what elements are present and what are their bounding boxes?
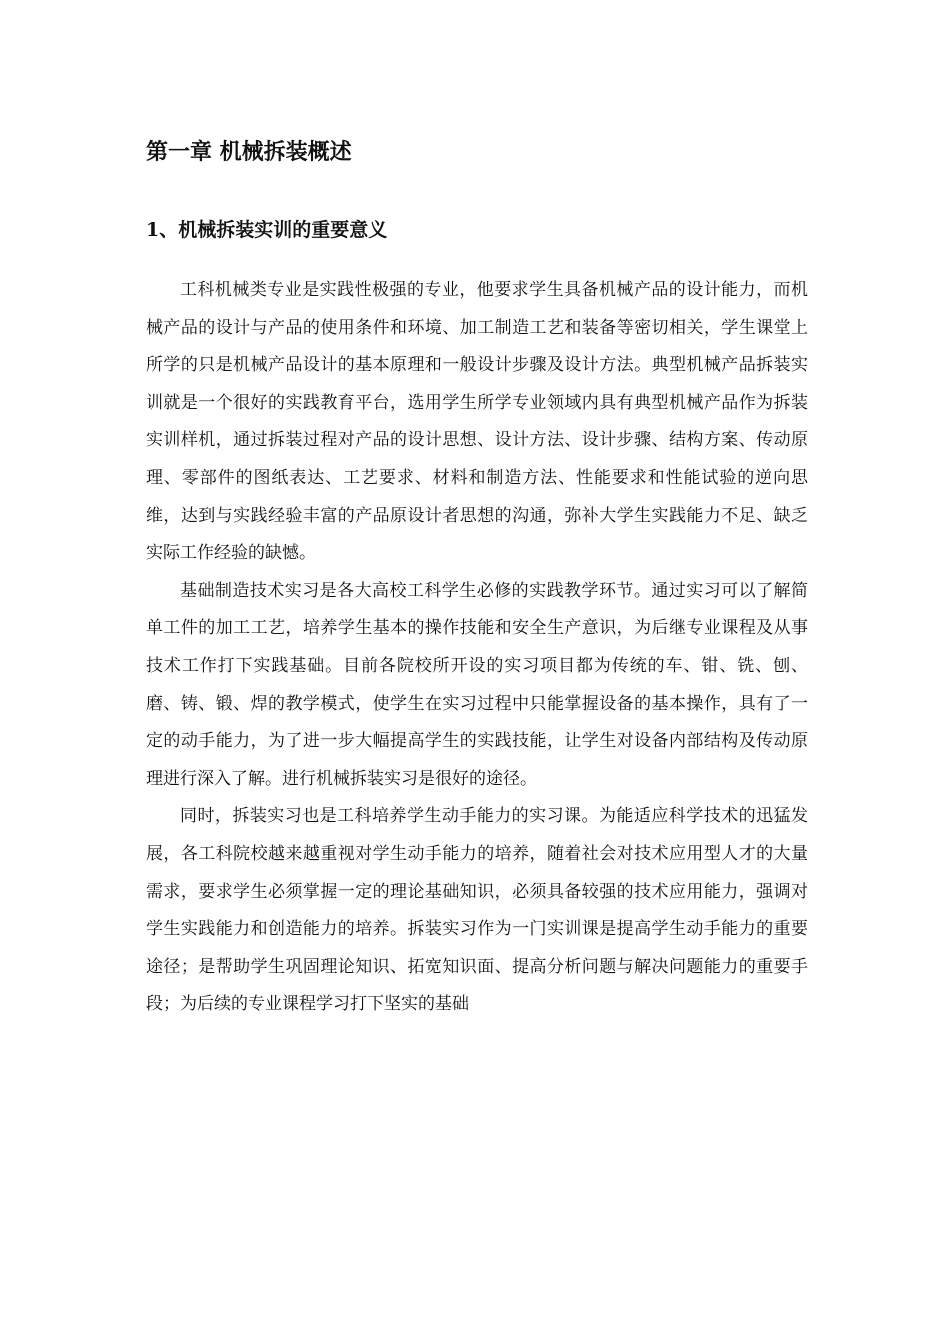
paragraph: 工科机械类专业是实践性极强的专业，他要求学生具备机械产品的设计能力，而机械产品的设计与产品的使用条件和环境、加工制造工艺和装备等密切相关，学生课堂上所学的只是机械产品设计的基本原理和一般设计步骤及设计方法。典型机械产品拆装实训就是一个很好的实践教育平台，选用学生所学专业领域内具有典型机械产品作为拆装实训样机，通过拆装过程对产品的设计思想、设计方法、设计步骤、结构方案、传动原理、零部件的图纸表达、工艺要求、材料和制造方法、性能要求和性能试验的逆向思维，达到与实践经验丰富的产品原设计者思想的沟通，弥补大学生实践能力不足、缺乏实际工作经验的缺憾。 — [146, 280, 808, 564]
body-text — [146, 272, 808, 1024]
section-title: 1、机械拆装实训的重要意义 — [146, 219, 388, 241]
paragraph: 同时，拆装实习也是工科培养学生动手能力的实习课。为能适应科学技术的迅猛发展，各工科院校越来越重视对学生动手能力的培养，随着社会对技术应用型人才的大量需求，要求学生必须掌握一定的理论基础知识，必须具备较强的技术应用能力，强调对学生实践能力和创造能力的培养。拆装实习作为一门实训课是提高学生动手能力的重要途径；是帮助学生巩固理论知识、拓宽知识面、提高分析问题与解决问题能力的重要手段；为后续的专业课程学习打下坚实的基础 — [146, 806, 808, 1015]
chapter-title: 第一章 机械拆装概述 — [146, 139, 352, 165]
paragraph: 基础制造技术实习是各大高校工科学生必修的实践教学环节。通过实习可以了解简单工件的加工工艺，培养学生基本的操作技能和安全生产意识，为后继专业课程及从事技术工作打下实践基础。目前各院校所开设的实习项目都为传统的车、钳、铣、刨、磨、铸、锻、焊的教学模式，使学生在实习过程中只能掌握设备的基本操作，具有了一定的动手能力，为了进一步大幅提高学生的实践技能，让学生对设备内部结构及传动原理进行深入了解。进行机械拆装实习是很好的途径。 — [146, 580, 808, 789]
